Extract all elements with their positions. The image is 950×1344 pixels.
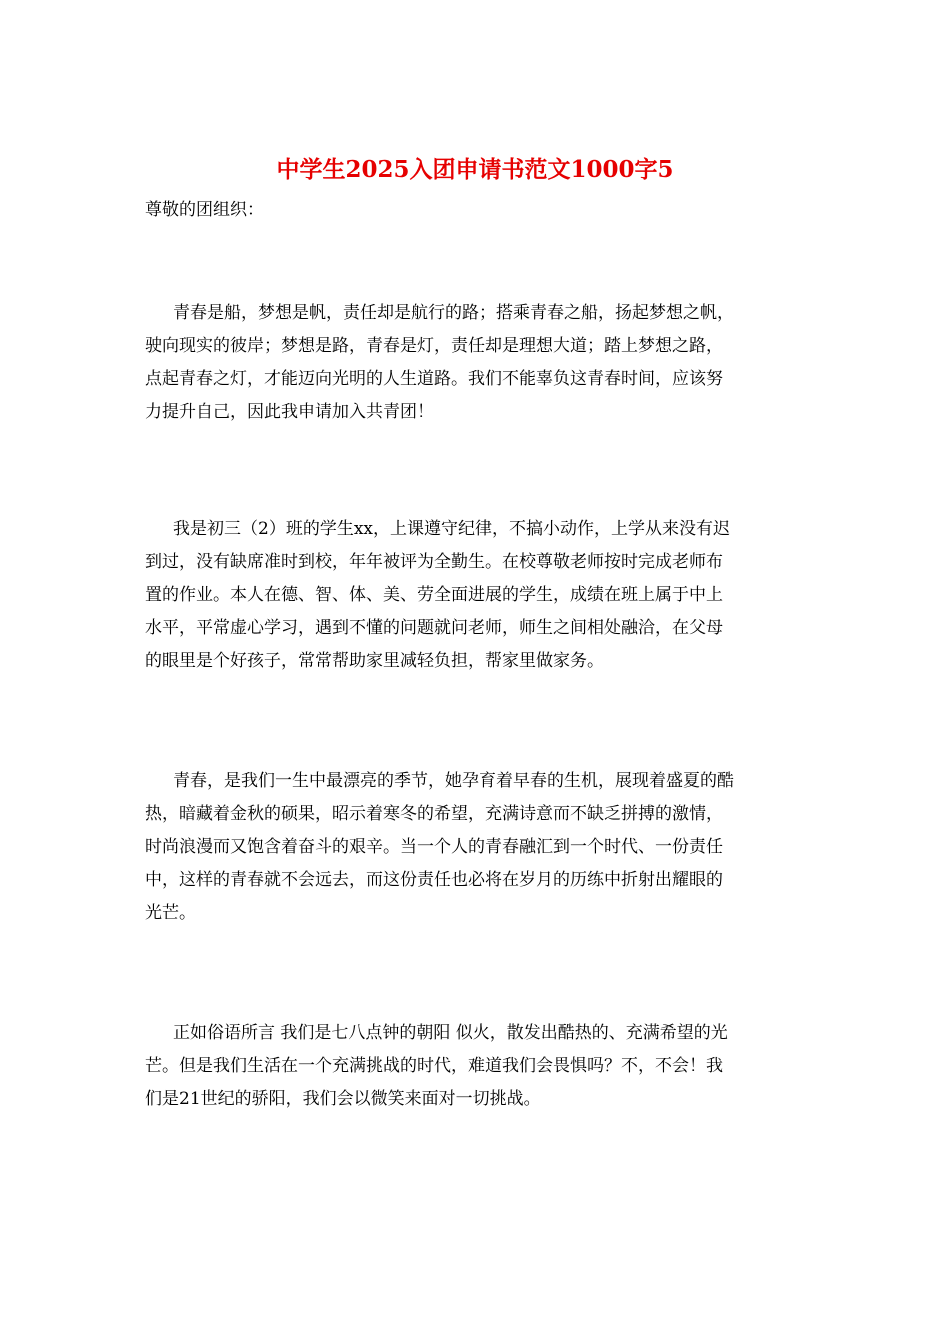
paragraph-line: 芒。但是我们生活在一个充满挑战的时代，难道我们会畏惧吗？不，不会！我 [145, 1056, 723, 1076]
paragraph-line: 中，这样的青春就不会远去，而这份责任也必将在岁月的历练中折射出耀眼的 [145, 870, 723, 890]
paragraph-line: 我是初三（2）班的学生xx，上课遵守纪律，不搞小动作，上学从来没有迟 [173, 519, 730, 539]
paragraph-line: 点起青春之灯，才能迈向光明的人生道路。我们不能辜负这青春时间，应该努 [145, 369, 723, 389]
paragraph-line: 光芒。 [145, 903, 196, 923]
paragraph-line: 青春是船，梦想是帆，责任却是航行的路；搭乘青春之船，扬起梦想之帆， [173, 303, 734, 323]
paragraph-1 [145, 297, 815, 429]
paragraph-line: 到过，没有缺席准时到校，年年被评为全勤生。在校尊敬老师按时完成老师布 [145, 552, 723, 572]
paragraph-line: 时尚浪漫而又饱含着奋斗的艰辛。当一个人的青春融汇到一个时代、一份责任 [145, 837, 723, 857]
paragraph-line: 们是21世纪的骄阳，我们会以微笑来面对一切挑战。 [145, 1089, 541, 1109]
paragraph-line: 水平，平常虚心学习，遇到不懂的问题就问老师，师生之间相处融洽，在父母 [145, 618, 723, 638]
salutation: 尊敬的团组织： [145, 200, 264, 220]
paragraph-line: 力提升自己，因此我申请加入共青团！ [145, 402, 434, 422]
paragraph-line: 的眼里是个好孩子，常常帮助家里减轻负担，帮家里做家务。 [145, 651, 604, 671]
paragraph-3 [145, 765, 815, 930]
paragraph-line: 热，暗藏着金秋的硕果，昭示着寒冬的希望，充满诗意而不缺乏拼搏的激情， [145, 804, 723, 824]
paragraph-4 [145, 1017, 815, 1116]
paragraph-line: 正如俗语所言 我们是七八点钟的朝阳 似火，散发出酷热的、充满希望的光 [173, 1023, 728, 1043]
document-title: 中学生2025入团申请书范文1000字5 [276, 156, 674, 183]
paragraph-line: 置的作业。本人在德、智、体、美、劳全面进展的学生，成绩在班上属于中上 [145, 585, 723, 605]
paragraph-2 [145, 513, 815, 678]
paragraph-line: 驶向现实的彼岸；梦想是路，青春是灯，责任却是理想大道；踏上梦想之路， [145, 336, 723, 356]
paragraph-line: 青春，是我们一生中最漂亮的季节，她孕育着早春的生机，展现着盛夏的酷 [173, 771, 734, 791]
